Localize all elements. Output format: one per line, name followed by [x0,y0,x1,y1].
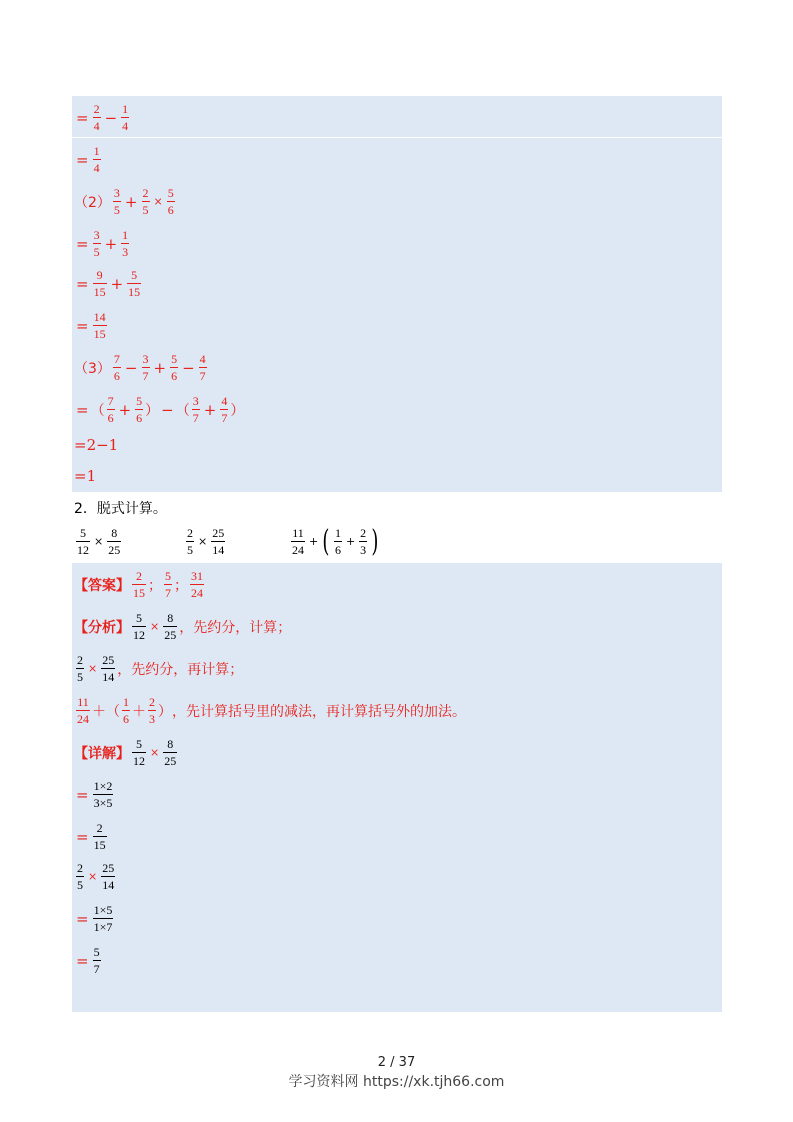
fraction: $\frac{2}{5}$ [77,653,83,684]
equals-sign: = [76,951,89,970]
fraction: $\frac{2}{4}$ [93,102,100,133]
analysis-text: ，先约分，再计算； [117,661,244,678]
previous-solution-box [72,96,722,492]
analysis-text: ，先约分，计算； [179,619,292,636]
answer-line [74,569,206,600]
fraction: $\frac{1\times 2}{3\times 5}$ [93,779,113,810]
question-expression-1 [74,526,123,557]
fraction: $\frac{3}{7}$ [142,352,149,383]
detail-line-5 [74,903,115,934]
operator: × [94,535,104,548]
operator: + [124,192,138,211]
operator: + [153,358,167,377]
fraction: $\frac{1}{6}$ [334,526,341,557]
fraction: $\frac{5}{12}$ [133,737,145,768]
question-title [74,498,167,518]
solution-line-9 [74,436,118,454]
fraction: $\frac{5}{7}$ [93,945,100,976]
equals-sign: = [76,150,89,169]
left-paren: （ [106,703,120,720]
operator: + [110,274,124,293]
fraction: $\frac{1}{3}$ [122,228,129,259]
operator: ＋ [132,703,146,720]
fraction: $\frac{25}{14}$ [102,653,115,684]
fraction: $\frac{1\times 5}{1\times 7}$ [93,903,113,934]
fraction: $\frac{3}{5}$ [113,186,120,217]
box-divider [72,137,722,138]
fraction: $\frac{2}{3}$ [149,695,155,726]
fraction: $\frac{25}{14}$ [102,861,115,892]
solution-line-7 [74,352,209,383]
fraction: $\frac{2}{5}$ [142,186,149,217]
analysis-label: 【分析】 [74,619,130,636]
operator: + [345,535,356,548]
operator: − [182,358,195,377]
equals-sign: = [76,785,89,804]
analysis-text: ，先计算括号里的减法，再计算括号外的加法。 [172,703,466,720]
operator: − [124,358,138,377]
solution-line-10 [74,467,96,485]
fraction: $\frac{8}{25}$ [108,526,121,557]
fraction: $\frac{2}{3}$ [360,526,367,557]
fraction: $\frac{2}{15}$ [93,821,106,852]
fraction: $\frac{3}{7}$ [192,394,199,425]
question-expression-3 [289,523,381,559]
solution-line-5 [74,268,143,299]
operator: × [198,535,208,548]
solution-line-2 [74,144,103,175]
fraction: $\frac{5}{15}$ [128,268,141,299]
left-paren: ( [322,523,330,559]
equals-sign: = [76,274,89,293]
left-paren: （ [175,402,190,419]
fraction: $\frac{4}{7}$ [199,352,206,383]
equals-sign: = [76,234,89,253]
operator: + [118,400,132,419]
operator: − [161,400,174,419]
operator: + [309,535,319,548]
fraction: $\frac{7}{6}$ [107,394,114,425]
operator: ＋ [92,703,106,720]
equals-sign: = [76,108,89,127]
fraction: $\frac{11}{24}$ [292,526,304,557]
equals-sign: = [76,909,89,928]
fraction: $\frac{7}{6}$ [113,352,120,383]
operator: × [153,195,163,208]
fraction: $\frac{1}{4}$ [122,102,129,133]
page-number: 2 / 37 [377,1055,416,1070]
detail-line-1 [74,737,179,768]
fraction: $\frac{5}{6}$ [171,352,178,383]
equals-sign: = [76,400,89,419]
analysis-line-3 [74,695,466,726]
fraction: $\frac{31}{24}$ [191,569,203,600]
solution-step: =1 [74,467,97,485]
fraction: $\frac{2}{5}$ [187,526,193,557]
solution-line-3 [74,186,177,217]
operator: − [104,108,118,127]
solution-line-6 [74,310,109,341]
site-link[interactable]: 学习资料网 https://xk.tjh66.com [288,1074,505,1090]
analysis-line-1 [74,611,291,642]
fraction: $\frac{5}{12}$ [133,611,145,642]
solution-step: =2−1 [74,436,119,454]
operator: × [88,870,98,883]
fraction: $\frac{5}{6}$ [136,394,143,425]
operator: × [88,662,98,675]
fraction: $\frac{5}{6}$ [167,186,174,217]
right-paren: ） [230,402,245,419]
separator: ； [148,577,162,594]
solution-line-1 [74,102,131,133]
detail-line-4 [74,861,117,892]
fraction: $\frac{9}{15}$ [93,268,106,299]
fraction: $\frac{5}{7}$ [165,569,171,600]
question-title-text: 2．脱式计算。 [74,501,167,517]
answer-label: 【答案】 [74,577,130,594]
fraction: $\frac{8}{25}$ [164,737,177,768]
left-paren: （ [90,402,105,419]
operator: + [104,234,118,253]
fraction: $\frac{25}{14}$ [212,526,225,557]
detail-line-2 [74,779,115,810]
operator: × [150,746,160,759]
right-paren: ） [158,703,172,720]
solution-line-8 [74,394,244,425]
fraction: $\frac{8}{25}$ [164,611,177,642]
equals-sign: = [76,827,89,846]
fraction: $\frac{2}{15}$ [133,569,145,600]
solution-line-4 [74,228,131,259]
fraction: $\frac{5}{12}$ [77,526,89,557]
separator: ； [174,577,188,594]
analysis-line-2 [74,653,243,684]
fraction: $\frac{1}{6}$ [123,695,129,726]
fraction: $\frac{14}{15}$ [93,310,106,341]
operator: + [203,400,217,419]
part-label: （2） [74,194,111,211]
fraction: $\frac{4}{7}$ [221,394,228,425]
part-label: （3） [74,360,111,377]
equals-sign: = [76,316,89,335]
operator: × [150,620,160,633]
detail-line-6 [74,945,103,976]
fraction: $\frac{1}{4}$ [93,144,100,175]
fraction: $\frac{2}{5}$ [77,861,83,892]
fraction: $\frac{3}{5}$ [93,228,100,259]
right-paren: ） [145,402,160,419]
detail-label: 【详解】 [74,745,130,762]
question-expression-2 [184,526,227,557]
detail-line-3 [74,821,109,852]
right-paren: ) [371,523,379,559]
fraction: $\frac{11}{24}$ [77,695,89,726]
